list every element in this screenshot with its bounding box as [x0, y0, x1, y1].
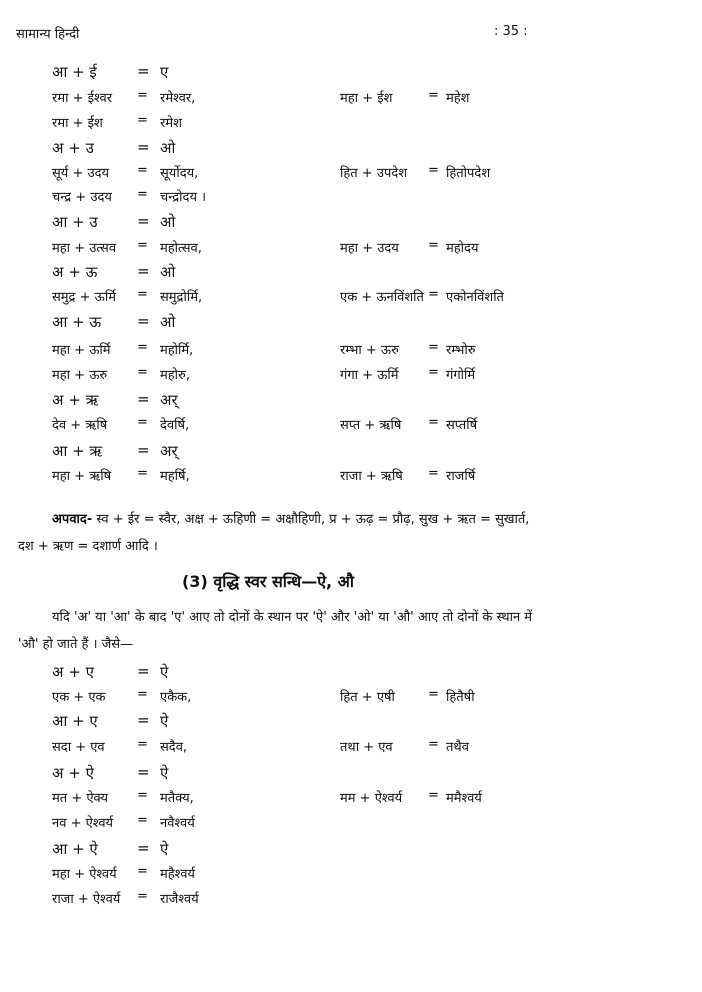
equals-sign: = [428, 287, 439, 302]
left-result: ओ [160, 213, 176, 231]
left-term: नव + ऐश्वर्य [52, 816, 114, 831]
equals-sign: = [137, 687, 148, 702]
equals-sign: = [137, 839, 150, 857]
left-term: रमा + ईश [52, 116, 103, 131]
left-term: आ + उ [52, 213, 98, 231]
left-result: ओ [160, 313, 176, 331]
example-row [0, 662, 702, 684]
example-row [0, 390, 702, 412]
left-term: सूर्य + उदय [52, 166, 110, 181]
left-result: सदैव, [160, 740, 188, 755]
equals-sign: = [137, 466, 148, 481]
left-term: आ + ई [52, 63, 97, 81]
equals-sign: = [137, 889, 148, 904]
left-result: ए [160, 63, 169, 81]
left-result: ऐ [160, 764, 169, 782]
right-result: महेश [446, 91, 470, 106]
equals-sign: = [137, 138, 150, 156]
left-result: रमेश [160, 116, 182, 131]
example-row [0, 88, 702, 110]
equals-sign: = [137, 737, 148, 752]
example-row [0, 163, 702, 185]
left-term: अ + ऐ [52, 764, 94, 782]
example-row [0, 138, 702, 160]
equals-sign: = [428, 788, 439, 803]
rule-paragraph: यदि 'अ' या 'आ' के बाद 'ए' आए तो दोनों के स्थान पर 'ऐ' और 'ओ' या 'औ' आए तो दोनों के स्थान में 'औ' हो जाते हैं । जैसे— [18, 610, 533, 652]
left-result: मतैक्य, [160, 791, 194, 806]
left-result: अर् [160, 391, 178, 409]
right-result: हितैषी [446, 690, 475, 705]
right-term: तथा + एव [340, 740, 393, 755]
left-term: आ + ऋ [52, 442, 103, 460]
equals-sign: = [428, 88, 439, 103]
left-term: आ + ऐ [52, 840, 98, 858]
right-term: सप्त + ऋषि [340, 418, 402, 433]
right-result: ममैश्वर्य [446, 791, 482, 806]
left-result: चन्द्रोदय । [160, 190, 207, 205]
left-result: महोर्मि, [160, 343, 194, 358]
left-result: महैश्वर्य [160, 867, 195, 882]
right-result: रम्भोरु [446, 343, 476, 358]
exception-label: अपवाद- [52, 512, 93, 527]
equals-sign: = [428, 415, 439, 430]
equals-sign: = [137, 390, 150, 408]
right-result: गंगोर्मि [446, 368, 476, 383]
left-result: महोरु, [160, 368, 190, 383]
left-result: ऐ [160, 712, 169, 730]
equals-sign: = [137, 212, 150, 230]
left-term: अ + उ [52, 139, 94, 157]
right-result: महोदय [446, 241, 479, 256]
left-result: ऐ [160, 663, 169, 681]
left-result: रमेश्वर, [160, 91, 196, 106]
right-term: गंगा + ऊर्मि [340, 368, 399, 383]
right-term: हित + उपदेश [340, 166, 408, 181]
example-row [0, 415, 702, 437]
left-term: महा + ऋषि [52, 469, 112, 484]
right-result: तथैव [446, 740, 469, 755]
left-result: राजैश्वर्य [160, 892, 199, 907]
equals-sign: = [137, 163, 148, 178]
example-row [0, 737, 702, 759]
example-row [0, 466, 702, 488]
equals-sign: = [137, 187, 148, 202]
left-term: महा + ऊर्मि [52, 343, 111, 358]
left-term: आ + ए [52, 712, 98, 730]
left-term: राजा + ऐश्वर्य [52, 892, 121, 907]
equals-sign: = [428, 340, 439, 355]
example-row [0, 889, 702, 911]
equals-sign: = [137, 113, 148, 128]
book-title: सामान्य हिन्दी [16, 27, 80, 42]
example-row [0, 212, 702, 234]
left-term: समुद्र + ऊर्मि [52, 290, 116, 305]
right-term: रम्भा + ऊरु [340, 343, 399, 358]
exception-paragraph [18, 506, 538, 560]
example-row [0, 864, 702, 886]
example-row [0, 187, 702, 209]
left-result: समुद्रोर्मि, [160, 290, 203, 305]
left-term: रमा + ईश्वर [52, 91, 113, 106]
equals-sign: = [137, 711, 150, 729]
example-row [0, 788, 702, 810]
equals-sign: = [428, 466, 439, 481]
left-term: महा + ऐश्वर्य [52, 867, 117, 882]
right-term: एक + ऊनविंशति [340, 290, 424, 305]
example-row [0, 711, 702, 733]
left-result: देवर्षि, [160, 418, 190, 433]
left-result: एकैक, [160, 690, 192, 705]
example-row [0, 287, 702, 309]
left-term: अ + ऊ [52, 263, 98, 281]
equals-sign: = [428, 163, 439, 178]
equals-sign: = [137, 312, 150, 330]
example-row [0, 813, 702, 835]
equals-sign: = [137, 340, 148, 355]
right-term: हित + एषी [340, 690, 395, 705]
left-result: नवैश्वर्य [160, 816, 195, 831]
equals-sign: = [137, 788, 148, 803]
page-number: : 35 : [494, 24, 528, 39]
left-result: ओ [160, 263, 176, 281]
left-term: महा + उत्सव [52, 241, 117, 256]
example-row [0, 441, 702, 463]
left-result: महोत्सव, [160, 241, 202, 256]
example-row [0, 687, 702, 709]
left-term: सदा + एव [52, 740, 105, 755]
right-term: महा + ईश [340, 91, 393, 106]
equals-sign: = [137, 287, 148, 302]
equals-sign: = [428, 737, 439, 752]
equals-sign: = [137, 441, 150, 459]
equals-sign: = [137, 864, 148, 879]
left-term: देव + ऋषि [52, 418, 108, 433]
left-term: एक + एक [52, 690, 106, 705]
left-term: आ + ऊ [52, 313, 102, 331]
left-term: महा + ऊरु [52, 368, 108, 383]
equals-sign: = [137, 262, 150, 280]
example-row [0, 365, 702, 387]
example-row [0, 839, 702, 861]
equals-sign: = [137, 238, 148, 253]
example-row [0, 763, 702, 785]
example-row [0, 113, 702, 135]
example-row [0, 312, 702, 334]
equals-sign: = [137, 763, 150, 781]
left-term: अ + ए [52, 663, 94, 681]
equals-sign: = [137, 813, 148, 828]
equals-sign: = [137, 662, 150, 680]
left-term: चन्द्र + उदय [52, 190, 112, 205]
right-term: मम + ऐश्वर्य [340, 791, 403, 806]
right-result: एकोनविंशति [446, 290, 504, 305]
example-row [0, 262, 702, 284]
example-row [0, 62, 702, 84]
left-result: महर्षि, [160, 469, 190, 484]
equals-sign: = [428, 238, 439, 253]
left-term: अ + ऋ [52, 391, 99, 409]
right-result: सप्तर्षि [446, 418, 478, 433]
equals-sign: = [137, 415, 148, 430]
left-term: मत + ऐक्य [52, 791, 109, 806]
left-result: अर् [160, 442, 178, 460]
left-result: ऐ [160, 840, 169, 858]
equals-sign: = [137, 62, 150, 80]
example-row [0, 340, 702, 362]
equals-sign: = [137, 88, 148, 103]
right-term: राजा + ऋषि [340, 469, 403, 484]
equals-sign: = [428, 365, 439, 380]
left-result: सूर्योदय, [160, 166, 199, 181]
right-result: हितोपदेश [446, 166, 491, 181]
left-result: ओ [160, 139, 176, 157]
right-term: महा + उदय [340, 241, 399, 256]
example-row [0, 238, 702, 260]
section-title: (3) वृद्धि स्वर सन्धि—ऐ, औ [182, 572, 355, 591]
equals-sign: = [428, 687, 439, 702]
right-result: राजर्षि [446, 469, 476, 484]
exception-text: स्व + ईर = स्वैर, अक्ष + ऊहिणी = अक्षौहिणी, प्र + ऊढ़ = प्रौढ़, सुख + ऋत = सुखार्त, दश + ऋण = दशार्ण आदि । [18, 512, 530, 554]
equals-sign: = [137, 365, 148, 380]
